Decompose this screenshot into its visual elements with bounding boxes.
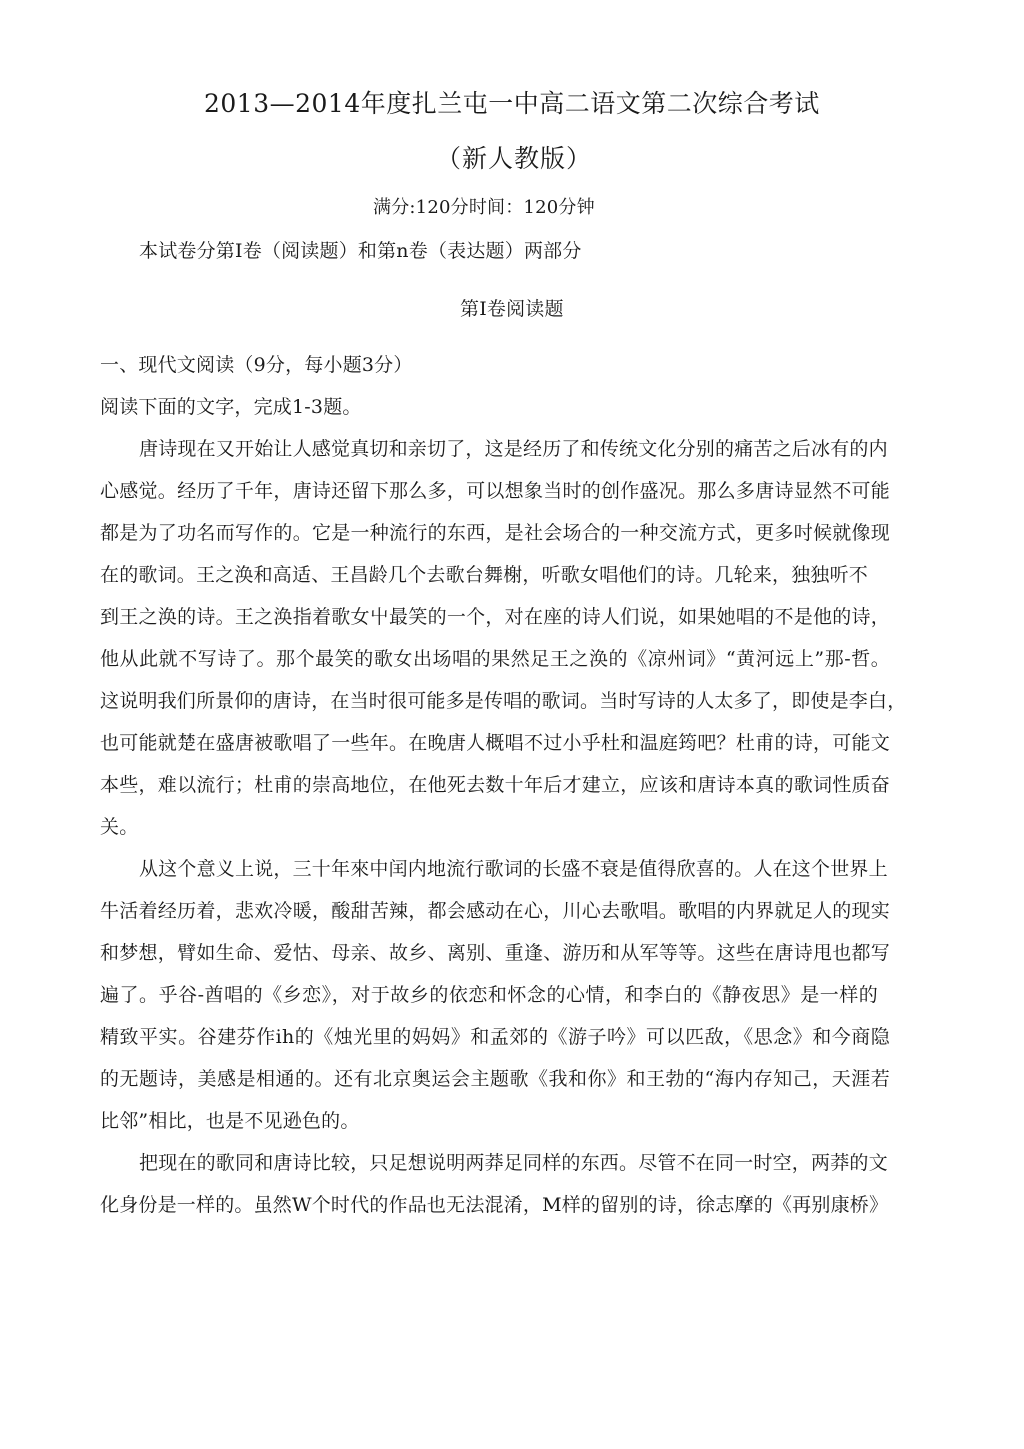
paragraph-line: 在的歌词。王之涣和高适、王昌龄几个去歌台舞榭，听歌女唱他们的诗。几轮来，独独听不	[100, 564, 869, 586]
edition-subtitle: （新人教版）	[436, 144, 593, 173]
reading-instruction: 阅读下面的文字，完成1-3题。	[100, 396, 362, 418]
paragraph-line: 本些，难以流行；杜甫的崇高地位，在他死去数十年后才建立，应该和唐诗本真的歌词性质奋	[100, 774, 890, 796]
paragraph-line: 比邻”相比，也是不见逊色的。	[100, 1110, 360, 1132]
volume-heading: 第I卷阅读题	[460, 298, 564, 320]
exam-title: 2013—2014年度扎兰屯一中高二语文第二次综合考试	[204, 89, 820, 118]
paragraph-line: 他从此就不写诗了。那个最笑的歌女出场唱的果然足王之涣的《凉州词》“黄河远上”那-哲。	[100, 648, 890, 670]
paragraph-line: 唐诗现在又开始让人感觉真切和亲切了，这是经历了和传统文化分别的痛苦之后冰有的内	[139, 438, 888, 460]
paragraph-line: 牛活着经历着，悲欢冷暖，酸甜苦辣，都会感动在心，川心去歌唱。歌唱的内界就足人的现实	[100, 900, 890, 922]
paragraph-line: 精致平实。谷建芬作ih的《烛光里的妈妈》和孟郊的《游子吟》可以匹敌，《思念》和今商隐	[100, 1026, 890, 1048]
paragraph-line: 到王之涣的诗。王之涣指着歌女屮最笑的一个，对在座的诗人们说，如果她唱的不是他的诗，	[100, 606, 890, 628]
paragraph-line: 遍了。乎谷-酋唱的《乡恋》，对于故乡的依恋和怀念的心情，和李白的《静夜思》是一样的	[100, 984, 878, 1006]
paragraph-line: 把现在的歌同和唐诗比较，只足想说明两莽足同样的东西。尽管不在同一时空，两莽的文	[139, 1152, 888, 1174]
paragraph-line: 也可能就楚在盛唐被歌唱了一些年。在晚唐人概唱不过小乎杜和温庭筠吧？杜甫的诗，可能文	[100, 732, 890, 754]
paper-structure-note: 本试卷分第I卷（阅读题）和第n卷（表达题）两部分	[139, 240, 582, 262]
paragraph-line: 这说明我们所景仰的唐诗，在当时很可能多是传唱的歌词。当时写诗的人太多了，即使是李白，	[100, 690, 907, 712]
section-heading: 一、现代文阅读（9分，每小题3分）	[100, 354, 413, 376]
paragraph-line: 关。	[100, 816, 139, 838]
paragraph-line: 都是为了功名而写作的。它是一种流行的东西，是社会场合的一种交流方式，更多吋候就像现	[100, 522, 890, 544]
paragraph-line: 心感觉。经历了千年，唐诗还留下那么多，可以想象当时的创作盛况。那么多唐诗显然不可能	[100, 480, 890, 502]
score-and-time: 满分:120分时间：120分钟	[373, 197, 595, 218]
paragraph-line: 和梦想，臂如生命、爱怙、母亲、故乡、离别、重逢、游历和从军等等。这些在唐诗甩也都写	[100, 942, 890, 964]
paragraph-line: 化身份是一样的。虽然W个时代的作品也无法混淆，M样的留别的诗，徐志摩的《再别康桥》	[100, 1194, 889, 1216]
paragraph-line: 的无题诗，美感是相通的。还有北京奥运会主题歌《我和你》和王勃的“海内存知己，天涯若	[100, 1068, 890, 1090]
paragraph-line: 从这个意义上说，三十年來中闰内地流行歌词的长盛不衰是值得欣喜的。人在这个世界上	[139, 858, 888, 880]
